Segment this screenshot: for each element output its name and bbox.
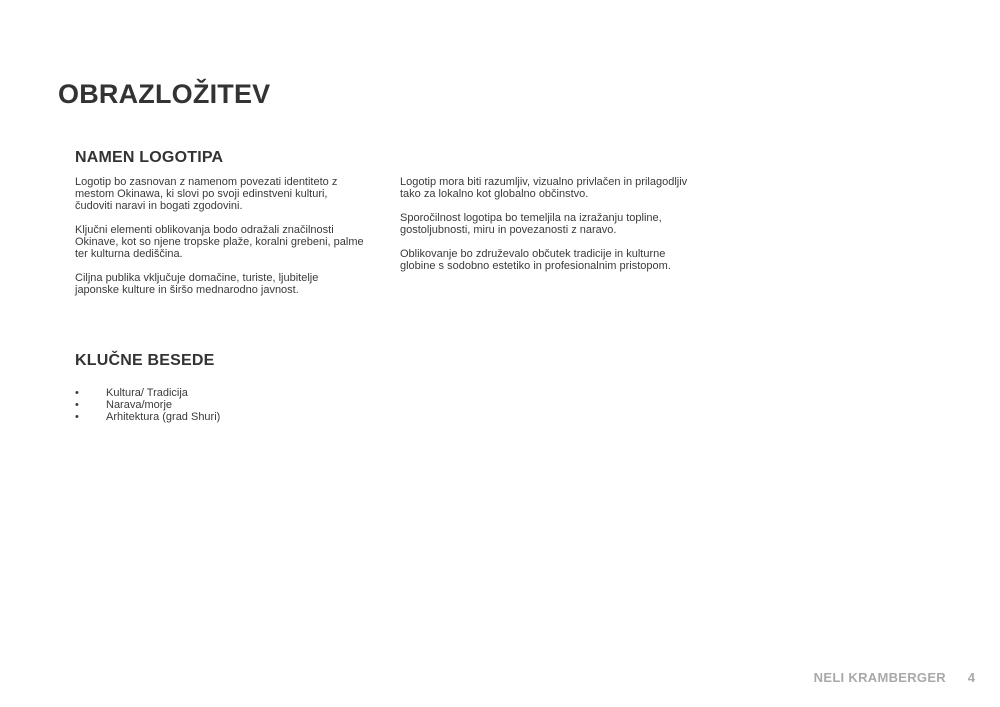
paragraph: Logotip bo zasnovan z namenom povezati identiteto z mestom Okinawa, ki slovi po svoji edinstveni kulturi, čudoviti naravi in bogati zgodovini. <box>75 176 338 212</box>
paragraph: Logotip mora biti razumljiv, vizualno privlačen in prilagodljiv tako za lokalno kot globalno občinstvo. <box>400 176 688 200</box>
paragraph: Oblikovanje bo združevalo občutek tradicije in kulturne globine s sodobno estetiko in profesionalnim pristopom. <box>400 248 671 272</box>
page-title: OBRAZLOŽITEV <box>58 79 271 109</box>
footer-author: NELI KRAMBERGER <box>813 670 946 685</box>
bullet-icon: • <box>75 399 79 411</box>
bullet-icon: • <box>75 387 79 399</box>
section-heading-namen-logotipa: NAMEN LOGOTIPA <box>75 149 224 166</box>
keyword-label: Arhitektura (grad Shuri) <box>106 411 221 423</box>
keyword-label: Kultura/ Tradicija <box>106 387 188 399</box>
namen-left-column <box>75 176 365 308</box>
paragraph: Ciljna publika vključuje domačine, turiste, ljubitelje japonske kulture in širšo mednarodno javnost. <box>75 272 319 296</box>
paragraph: Sporočilnost logotipa bo temeljila na izražanju topline, gostoljubnosti, miru in povezanosti z naravo. <box>400 212 662 236</box>
bullet-icon: • <box>75 411 79 423</box>
namen-right-column <box>400 176 690 284</box>
keyword-label: Narava/morje <box>106 399 173 411</box>
section-heading-klucne-besede: KLUČNE BESEDE <box>75 352 215 369</box>
footer-page-number: 4 <box>967 670 975 685</box>
keywords-list <box>75 387 220 423</box>
paragraph: Ključni elementi oblikovanja bodo odražali značilnosti Okinave, kot so njene tropske plaže, koralni grebeni, palme ter kulturna dediščina. <box>75 224 364 260</box>
list-item <box>75 411 220 423</box>
list-item <box>75 399 220 411</box>
list-item <box>75 387 220 399</box>
